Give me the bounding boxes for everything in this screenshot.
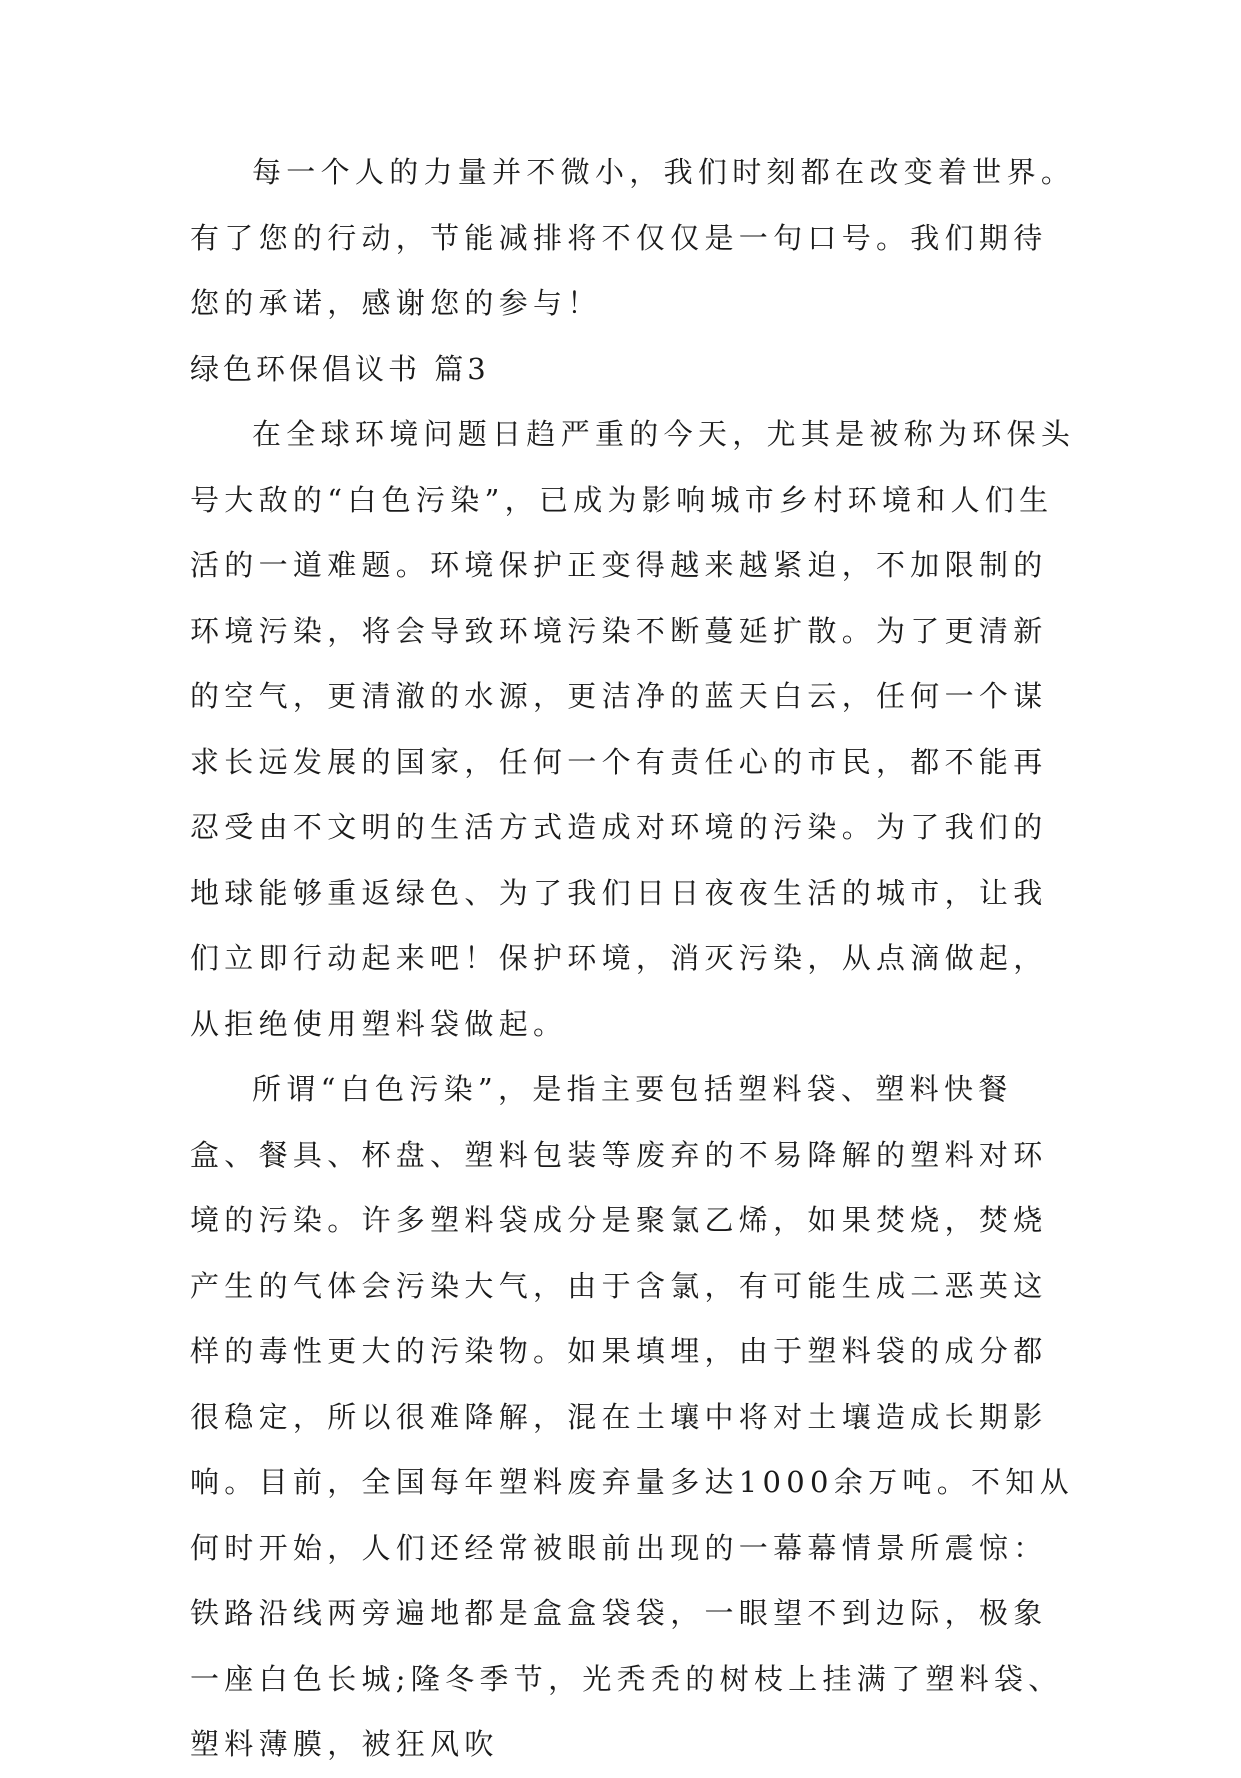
section-title: 绿色环保倡议书 篇3 xyxy=(190,351,490,386)
body-paragraph: 每一个人的力量并不微小，我们时刻都在改变着世界。有了您的行动，节能减排将不仅仅是一句口号。我们期待您的承诺，感谢您的参与！ xyxy=(190,155,1076,320)
body-paragraph: 在全球环境问题日趋严重的今天，尤其是被称为环保头号大敌的“白色污染”，已成为影响城市乡村环境和人们生活的一道难题。环境保护正变得越来越紧迫，不加限制的环境污染，将会导致环境污染不断蔓延扩散。为了更清新的空气，更清澈的水源，更洁净的蓝天白云，任何一个谋求长远发展的国家，任何一个有责任心的市民，都不能再忍受由不文明的生活方式造成对环境的污染。为了我们的地球能够重返绿色、为了我们日日夜夜生活的城市，让我们立即行动起来吧！保护环境，消灭污染，从点滴做起，从拒绝使用塑料袋做起。 xyxy=(190,417,1076,1041)
body-paragraph: 所谓“白色污染”，是指主要包括塑料袋、塑料快餐盒、餐具、杯盘、塑料包装等废弃的不易降解的塑料对环境的污染。许多塑料袋成分是聚氯乙烯，如果焚烧，焚烧产生的气体会污染大气，由于含氯，有可能生成二恶英这样的毒性更大的污染物。如果填埋，由于塑料袋的成分都很稳定，所以很难降解，混在土壤中将对土壤造成长期影响。目前，全国每年塑料废弃量多达1000余万吨。不知从何时开始，人们还经常被眼前出现的一幕幕情景所震惊：铁路沿线两旁遍地都是盒盒袋袋，一眼望不到边际，极象一座白色长城;隆冬季节，光秃秃的树枝上挂满了塑料袋、塑料薄膜，被狂风吹 xyxy=(190,1072,1074,1761)
document-page xyxy=(190,140,1080,1778)
